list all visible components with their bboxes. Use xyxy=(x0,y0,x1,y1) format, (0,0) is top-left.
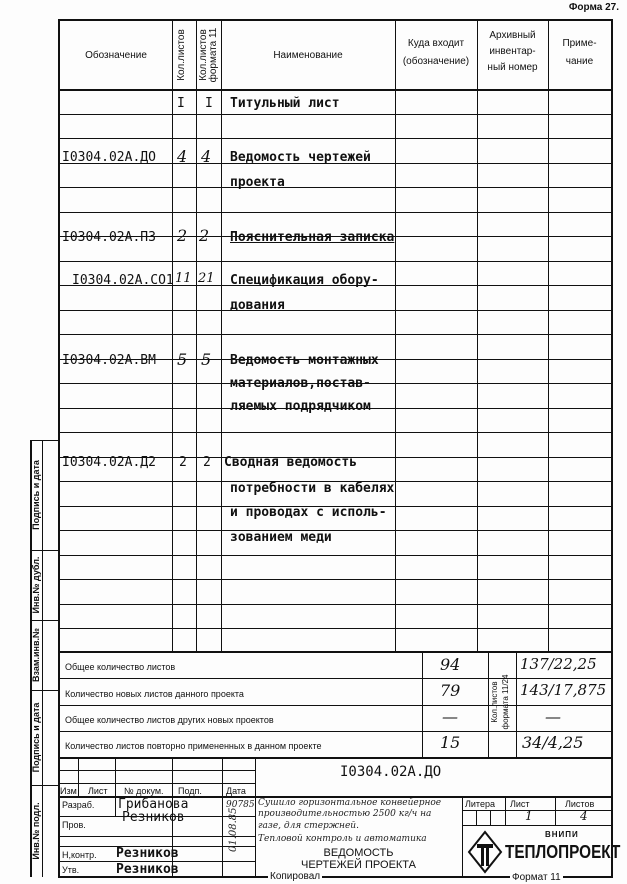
row-code: I0304.02A.BM xyxy=(62,353,156,368)
date-vertical: 01.08.85 xyxy=(228,807,239,852)
role: Утв. xyxy=(62,865,80,875)
row-divider xyxy=(58,628,613,629)
project-line: производительностью 2500 кг/ч на xyxy=(258,809,432,819)
teploproekt-logo-icon xyxy=(467,830,503,874)
col-doc: № докум. xyxy=(124,786,164,796)
header-sheets-f11: Кол.листов формата 11 xyxy=(198,27,219,83)
row-sheets: 11 xyxy=(175,271,192,286)
summary-value: 94 xyxy=(440,655,461,674)
row-divider xyxy=(58,187,613,188)
header-name: Наименование xyxy=(273,50,343,61)
header-where-2: (обозначение) xyxy=(402,56,470,67)
header-archive-3: ный номер xyxy=(487,62,538,73)
stamp-sign-date-2: Подпись и дата xyxy=(31,460,41,530)
header-archive-2: инвентар- xyxy=(489,46,536,57)
row-name-2: материалов,постав- xyxy=(230,376,371,391)
row-divider xyxy=(58,310,613,311)
row-name-2: потребности в кабелях xyxy=(230,481,395,496)
row-sheets-f11: 4 xyxy=(201,147,212,166)
summary-label: Количество новых листов данного проекта xyxy=(65,689,244,699)
sheets-label: Листов xyxy=(565,799,595,809)
row-divider xyxy=(58,604,613,605)
row-code: I0304.02A.ДО xyxy=(62,150,156,165)
row-sheets: I xyxy=(177,96,185,111)
doc-title-2: ЧЕРТЕЖЕЙ ПРОЕКТА xyxy=(300,859,417,871)
row-name-2: проекта xyxy=(230,175,285,190)
row-divider xyxy=(58,555,613,556)
header-archive: Архивный xyxy=(489,30,536,41)
project-line: Тепловой контроль и автоматика xyxy=(258,834,427,844)
row-divider xyxy=(58,114,613,115)
header-note: Приме- xyxy=(562,38,597,49)
f24-label-2: формата 11/24 xyxy=(501,674,510,730)
stamp-sign-date: Подпись и дата xyxy=(31,702,41,773)
row-name-3: и проводах с исполь- xyxy=(230,505,387,520)
col-sign: Подп. xyxy=(178,786,202,796)
row-sheets-f11: 2 xyxy=(199,226,210,245)
row-sheets: 2 xyxy=(179,455,187,470)
summary-label: Общее количество листов других новых проектов xyxy=(65,715,274,725)
doc-title: ВЕДОМОСТЬ xyxy=(323,847,394,859)
header-sheets: Кол.листов xyxy=(176,29,187,81)
row-sheets: 4 xyxy=(177,147,188,166)
copied-label: Копировал xyxy=(270,871,321,882)
format-label: Формат 11 xyxy=(512,872,561,883)
row-divider xyxy=(58,579,613,580)
org-small: ВНИПИ xyxy=(545,830,579,839)
header-where: Куда входит xyxy=(407,38,465,49)
f24-label: Кол.листов xyxy=(490,681,499,723)
summary-value: — xyxy=(442,707,458,726)
litera-label: Литера xyxy=(465,799,495,809)
doc-code: I0304.02A.ДО xyxy=(340,764,442,780)
row-name-2: дования xyxy=(230,298,285,313)
row-name: Пояснительная записка xyxy=(230,230,395,245)
row-divider xyxy=(58,334,613,335)
header-note-2: чание xyxy=(565,56,594,67)
summary-value: 79 xyxy=(440,681,461,700)
row-name: Спецификация обору- xyxy=(230,273,379,288)
row-code: I0304.02A.CO1 xyxy=(72,273,174,288)
header-designation: Обозначение xyxy=(85,50,147,61)
form-label: Форма 27. xyxy=(568,2,619,13)
row-code: I0304.02A.ПЗ xyxy=(62,230,156,245)
row-divider xyxy=(58,212,613,213)
col-list: Лист xyxy=(88,786,108,796)
row-sheets-f11: 5 xyxy=(201,350,212,369)
summary-f24: 137/22,25 xyxy=(520,655,597,673)
row-sheets-f11: I xyxy=(205,96,213,111)
stamp-inv-orig: Инв.№ подл. xyxy=(31,802,41,860)
role: Разраб. xyxy=(62,800,95,810)
row-code: I0304.02A.Д2 xyxy=(62,455,156,470)
person-name: Грибанова xyxy=(118,797,189,812)
sheet-label: Лист xyxy=(510,799,530,809)
row-divider xyxy=(58,138,613,139)
row-sheets-f11: 21 xyxy=(198,271,215,286)
role: Н,контр. xyxy=(62,850,97,860)
row-name-4: зованием меди xyxy=(230,530,332,545)
project-line: Сушило горизонтальное конвейерное xyxy=(258,798,442,808)
row-name-3: ляемых подрядчиком xyxy=(230,399,371,414)
date-signed: 90785 xyxy=(226,800,255,810)
row-sheets-f11: 2 xyxy=(203,455,211,470)
summary-f24: 34/4,25 xyxy=(522,733,584,752)
org-name: ТЕПЛОПРОЕКТ xyxy=(505,842,621,862)
col-date: Дата xyxy=(226,786,246,796)
person-name: Резников xyxy=(122,810,185,825)
row-name: Сводная ведомость xyxy=(224,455,358,470)
summary-f24: — xyxy=(545,707,561,726)
row-name: Ведомость монтажных xyxy=(230,353,379,368)
person-name: Резников xyxy=(116,862,179,877)
stamp-replace-inv: Взам.инв.№ xyxy=(31,627,41,683)
col-izm: Изм xyxy=(60,786,77,796)
summary-value: 15 xyxy=(440,733,461,752)
summary-label: Количество листов повторно примененных в данном проекте xyxy=(65,741,322,751)
row-divider xyxy=(58,261,613,262)
row-divider xyxy=(58,432,613,433)
row-name: Титульный лист xyxy=(230,96,340,111)
row-sheets: 2 xyxy=(177,226,188,245)
person-name: Резников xyxy=(116,846,179,861)
summary-f24: 143/17,875 xyxy=(520,681,607,699)
project-line: газе, для стержней. xyxy=(258,821,359,831)
row-sheets: 5 xyxy=(177,350,188,369)
role: Пров. xyxy=(62,820,86,830)
row-divider xyxy=(58,530,613,531)
sheets-value: 4 xyxy=(580,809,588,823)
stamp-dup-inv: Инв.№ дубл. xyxy=(31,556,41,614)
sheet-value: 1 xyxy=(525,809,533,823)
summary-label: Общее количество листов xyxy=(65,662,176,672)
row-name: Ведомость чертежей xyxy=(230,150,371,165)
